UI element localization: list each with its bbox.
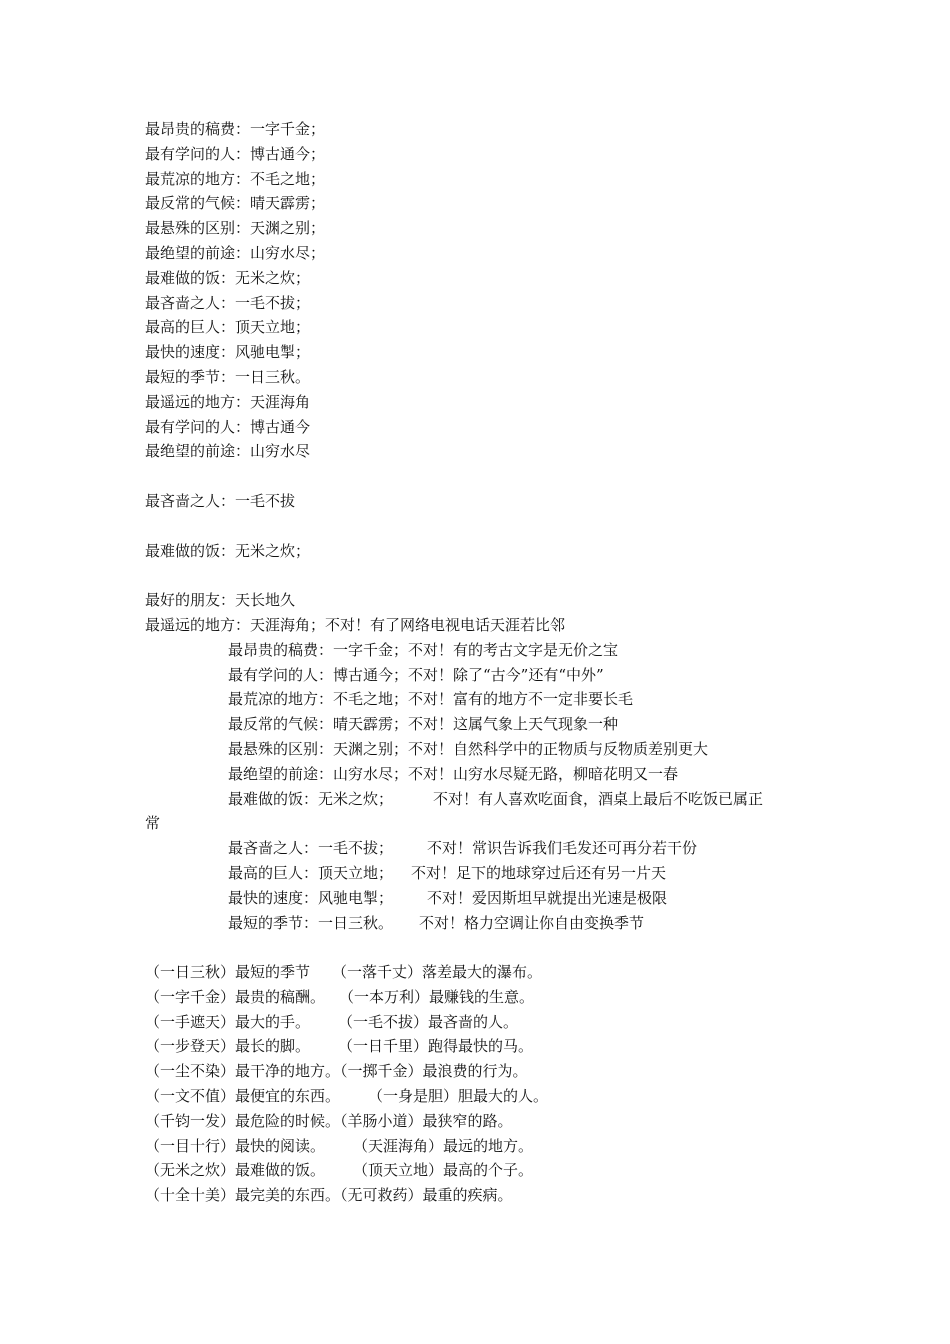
rebuttal-reply: 不对！足下的地球穿过后还有另一片天 <box>411 863 667 882</box>
rebuttal-claim: 最吝啬之人：一毛不拔； <box>228 839 394 858</box>
idiom-right: （顶天立地）最高的个子。 <box>353 1161 534 1180</box>
text-line: 最悬殊的区别：天渊之别； <box>145 219 326 238</box>
rebuttal-claim: 最高的巨人：顶天立地； <box>228 863 394 882</box>
rebuttal-line: 最反常的气候：晴天霹雳；不对！这属气象上天气现象一种 <box>228 715 619 734</box>
rebuttal-line: 最昂贵的稿费：一字千金；不对！有的考古文字是无价之宝 <box>228 640 619 659</box>
text-line: 最吝啬之人：一毛不拔； <box>145 293 311 312</box>
idiom-pair-line <box>145 985 815 1010</box>
text-line: 最绝望的前途：山穷水尽 <box>145 442 311 461</box>
idiom-left: （一尘不染）最干净的地方。 <box>145 1062 341 1081</box>
idiom-pair-line <box>145 1158 815 1183</box>
rebuttal-list <box>145 638 815 936</box>
rebuttal-reply: 不对！有人喜欢吃面食，酒桌上最后不吃饭已属正 <box>433 789 764 808</box>
rebuttal-line <box>145 787 815 812</box>
idiom-left: （一步登天）最长的脚。 <box>145 1037 311 1056</box>
idiom-left: （千钧一发）最危险的时候。 <box>145 1111 341 1130</box>
idiom-pair-line <box>145 1109 815 1134</box>
idiom-right: （一落千丈）落差最大的瀑布。 <box>332 963 543 982</box>
text-line: 最短的季节：一日三秋。 <box>145 367 311 386</box>
blank-line <box>145 464 815 489</box>
rebuttal-line: 最悬殊的区别：天渊之别；不对！自然科学中的正物质与反物质差别更大 <box>228 739 709 758</box>
idiom-pair-line <box>145 960 815 985</box>
text-line: 最快的速度：风驰电掣； <box>145 343 311 362</box>
idiom-right: （无可救药）最重的疾病。 <box>340 1186 513 1205</box>
idiom-left: （一日三秋）最短的季节 <box>145 963 311 982</box>
rebuttal-line: 最荒凉的地方：不毛之地；不对！富有的地方不一定非要长毛 <box>228 690 634 709</box>
idiom-left: （一目十行）最快的阅读。 <box>145 1136 326 1155</box>
blank-line <box>145 563 815 588</box>
idiom-pair-line <box>145 1134 815 1159</box>
idiom-pairs-list <box>145 960 815 1208</box>
text-line: 最有学问的人：博古通今； <box>145 144 326 163</box>
rebuttal-line <box>145 911 815 936</box>
text-line: 最昂贵的稿费：一字千金； <box>145 120 326 138</box>
idiom-left: （一手遮天）最大的手。 <box>145 1012 311 1031</box>
rebuttal-reply: 不对！常识告诉我们毛发还可再分若干份 <box>427 839 698 858</box>
idiom-right: （羊肠小道）最狭窄的路。 <box>340 1111 513 1130</box>
idiom-pair-line <box>145 1084 815 1109</box>
text-line: 最遥远的地方：天涯海角 <box>145 392 311 411</box>
rebuttal-line <box>145 861 815 886</box>
rebuttal-claim: 最短的季节：一日三秋。 <box>228 913 394 932</box>
text-line: 最难做的饭：无米之炊； <box>145 268 311 287</box>
rebuttal-line <box>145 886 815 911</box>
idiom-pair-line <box>145 1183 815 1208</box>
text-line: 最遥远的地方：天涯海角；不对！有了网络电视电话天涯若比邻 <box>145 615 566 634</box>
blank-line <box>145 935 815 960</box>
rebuttal-claim: 最难做的饭：无米之炊； <box>228 789 394 808</box>
text-line: 最好的朋友：天长地久 <box>145 591 296 610</box>
idiom-right: （一毛不拔）最吝啬的人。 <box>338 1012 519 1031</box>
idiom-left: （无米之炊）最难做的饭。 <box>145 1161 326 1180</box>
rebuttal-line <box>145 836 815 861</box>
superlatives-list <box>145 117 815 464</box>
rebuttal-reply: 不对！爱因斯坦早就提出光速是极限 <box>427 888 668 907</box>
text-line: 最反常的气候：晴天霹雳； <box>145 194 326 213</box>
idiom-right: （一日千里）跑得最快的马。 <box>338 1037 534 1056</box>
idiom-left: （一文不值）最便宜的东西。 <box>145 1087 341 1106</box>
text-line: 最绝望的前途：山穷水尽； <box>145 243 326 262</box>
idiom-right: （天涯海角）最远的地方。 <box>353 1136 534 1155</box>
idiom-left: （十全十美）最完美的东西。 <box>145 1186 341 1205</box>
text-line: 最吝啬之人：一毛不拔 <box>145 491 296 510</box>
rebuttal-reply: 不对！格力空调让你自由变换季节 <box>419 913 645 932</box>
rebuttal-line: 最有学问的人：博古通今；不对！除了“古今”还有“中外” <box>228 665 604 684</box>
text-line: 最荒凉的地方：不毛之地； <box>145 169 326 188</box>
idiom-right: （一掷千金）最浪费的行为。 <box>340 1062 528 1081</box>
blank-line <box>145 514 815 539</box>
document-body <box>145 117 815 1208</box>
idiom-right: （一身是胆）胆最大的人。 <box>368 1087 549 1106</box>
rebuttal-line: 最绝望的前途：山穷水尽；不对！山穷水尽疑无路，柳暗花明又一春 <box>228 764 679 783</box>
text-line: 最有学问的人：博古通今 <box>145 417 311 436</box>
idiom-pair-line <box>145 1010 815 1035</box>
idiom-left: （一字千金）最贵的稿酬。 <box>145 987 326 1006</box>
idiom-right: （一本万利）最赚钱的生意。 <box>339 987 535 1006</box>
text-line: 最难做的饭：无米之炊； <box>145 541 311 560</box>
rebuttal-claim: 最快的速度：风驰电掣； <box>228 888 394 907</box>
rebuttal-line-wrap: 常 <box>145 814 161 833</box>
idiom-pair-line <box>145 1034 815 1059</box>
idiom-pair-line <box>145 1059 815 1084</box>
text-line: 最高的巨人：顶天立地； <box>145 318 311 337</box>
